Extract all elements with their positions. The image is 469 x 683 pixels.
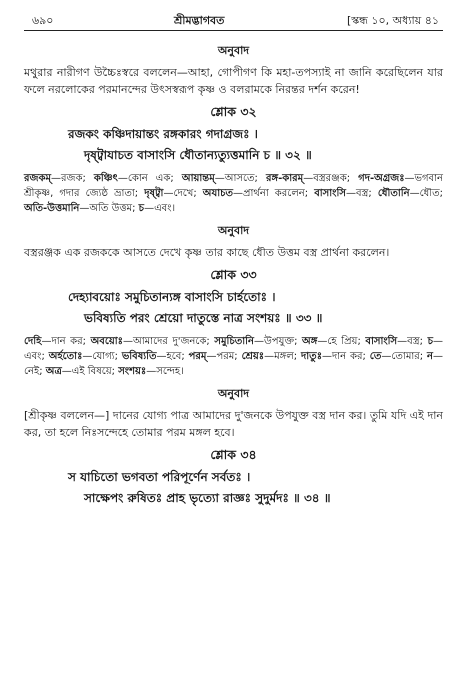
synonym-term: গদ-অগ্রজঃ — [358, 173, 405, 184]
synonym-meaning: —দান কর; — [41, 336, 91, 347]
translation-heading: অনুবাদ — [217, 224, 250, 237]
translation-text: বস্ত্ররঞ্জক এক রজককে আসতে দেখে কৃষ্ণ তার কাছে ধৌত উত্তম বস্ত্র প্রার্থনা করলেন। — [24, 246, 390, 259]
synonym-meaning: —প্রার্থনা করলেন; — [233, 188, 315, 199]
synonym-meaning: —নেই; — [24, 351, 443, 377]
synonym-term: সংশয়ঃ — [118, 366, 147, 377]
synonym-meaning: —এবং; — [24, 336, 443, 362]
translation-text: মথুরার নারীগণ উচ্চৈঃস্বরে বললেন—আহা, গোপীগণ কি মহা-তপস্যাই না জানি করেছিলেন যার ফলে নরলোকের পরমানন্দের উৎসস্বরূপ কৃষ্ণ ও বলরামকে নিরন্তর দর্শন করেন! — [24, 66, 443, 96]
synonym-term: অবয়োঃ — [90, 336, 123, 347]
verse-line-2: সাক্ষেপং রুষিতঃ প্রাহ ভৃত্যো রাজ্ঞঃ সুদুর্মদঃ ॥ ৩৪ ॥ — [84, 491, 331, 505]
running-header — [24, 12, 445, 30]
canto-chapter: [স্কন্ধ ১০, অধ্যায় ৪১ — [346, 14, 439, 27]
synonym-meaning: —রজক; — [51, 173, 94, 184]
synonym-term: অর্হতোঃ — [48, 351, 83, 362]
translation-text: [শ্রীকৃষ্ণ বললেন—] দানের যোগ্য পাত্র আমাদের দু'জনকে উপযুক্ত বস্ত্র দান কর। তুমি যদি এই দান কর, তা হলে নিঃসন্দেহে তোমার পরম মঙ্গল হবে। — [24, 409, 443, 439]
translation-heading: অনুবাদ — [217, 44, 250, 57]
synonym-term: দৃষ্ট্বা — [144, 188, 164, 199]
verse-line-2: দৃষ্ট্বাযাচত বাসাংসি ধৌতান্যত্যুত্তমানি চ ॥ ৩২ ॥ — [84, 148, 312, 162]
synonym-term: বাসাংসি — [365, 336, 398, 347]
synonym-meaning: —দেখে; — [163, 188, 203, 199]
synonym-term: ধৌতানি — [377, 188, 410, 199]
synonym-term: রঙ্গ-কারম্ — [265, 173, 304, 184]
synonym-term: পরম্ — [188, 351, 207, 362]
synonym-meaning: —আমাদের দু'জনকে; — [122, 336, 215, 347]
page-number: ৬৯০ — [32, 14, 54, 27]
synonym-term: অযাচত — [202, 188, 234, 199]
synonym-meaning: —মঙ্গল; — [264, 351, 302, 362]
synonym-term: দেহি — [24, 336, 42, 347]
synonym-meaning: —যোগ্য; — [82, 351, 122, 362]
synonym-term: চ — [138, 203, 145, 214]
synonym-meaning: —পরম; — [206, 351, 242, 362]
synonym-meaning: —তোমার; — [381, 351, 428, 362]
translation-heading: অনুবাদ — [217, 387, 250, 400]
verse-33 — [24, 267, 443, 379]
synonym-term: অত্র — [45, 366, 62, 377]
synonym-meaning: —হবে; — [156, 351, 189, 362]
verse-line-1: স যাচিতো ভগবতা পরিপূর্ণেন সর্বতঃ । — [68, 470, 251, 484]
synonym-term: কঞ্চিৎ — [93, 173, 118, 184]
synonym-meaning: —দান কর; — [322, 351, 370, 362]
synonym-meaning: —উপযুক্ত; — [254, 336, 303, 347]
synonyms — [24, 334, 443, 379]
synonym-meaning: —কোন এক; — [117, 173, 182, 184]
book-title: শ্রীমদ্ভাগবত — [174, 14, 225, 27]
synonym-term: চ — [427, 336, 433, 347]
translation-32 — [24, 222, 443, 261]
verse-32 — [24, 104, 443, 216]
synonym-meaning: —বস্ত্র; — [345, 188, 378, 199]
synonym-meaning: —ধৌত; — [409, 188, 443, 199]
synonym-term: বাসাংসি — [314, 188, 346, 199]
synonym-meaning: —সন্দেহ। — [146, 366, 184, 377]
synonym-term: সমুচিতানি — [214, 336, 255, 347]
verse-title: শ্লোক ৩২ — [210, 104, 257, 119]
synonym-term: শ্রেয়ঃ — [241, 351, 265, 362]
synonym-term: আয়ান্তম্ — [181, 173, 215, 184]
synonyms — [24, 171, 443, 216]
synonym-meaning: —হে প্রিয়; — [317, 336, 366, 347]
translation-31 — [24, 42, 443, 98]
synonym-meaning: —আসতে; — [214, 173, 266, 184]
synonym-term: তে — [369, 351, 382, 362]
header-rule — [24, 30, 443, 31]
synonym-term: ভবিষ্যতি — [121, 351, 157, 362]
translation-33 — [24, 385, 443, 441]
synonym-term: রজকম্ — [24, 173, 51, 184]
verse-line-1: রজকং কঞ্চিদায়ান্তং রঙ্গকারং গদাগ্রজঃ । — [68, 127, 258, 141]
verse-line-2: ভবিষ্যতি পরং শ্রেয়ো দাতুস্তে নাত্র সংশয়ঃ ॥ ৩৩ ॥ — [84, 311, 323, 325]
synonym-term: অতি-উত্তমানি — [24, 203, 80, 214]
synonym-term: ন — [427, 351, 433, 362]
page-content — [24, 42, 443, 511]
synonym-meaning: —এই বিষয়ে; — [61, 366, 119, 377]
verse-34 — [24, 447, 443, 510]
synonym-meaning: —বস্ত্ররঞ্জক; — [303, 173, 359, 184]
verse-title: শ্লোক ৩৪ — [210, 447, 257, 462]
synonym-meaning: —অতি উত্তম; — [79, 203, 139, 214]
synonym-meaning: —ভগবান শ্রীকৃষ্ণ, গদার জ্যেষ্ঠ ভ্রাতা; — [24, 173, 443, 199]
synonym-meaning: —এবং। — [144, 203, 176, 214]
synonym-term: অঙ্গ — [302, 336, 318, 347]
verse-line-1: দেহ্যাবয়োঃ সমুচিতান্যঙ্গ বাসাংসি চার্হতোঃ । — [68, 290, 276, 304]
synonym-meaning: —বস্ত্র; — [397, 336, 428, 347]
synonym-term: দাতুঃ — [301, 351, 323, 362]
verse-title: শ্লোক ৩৩ — [210, 267, 257, 282]
